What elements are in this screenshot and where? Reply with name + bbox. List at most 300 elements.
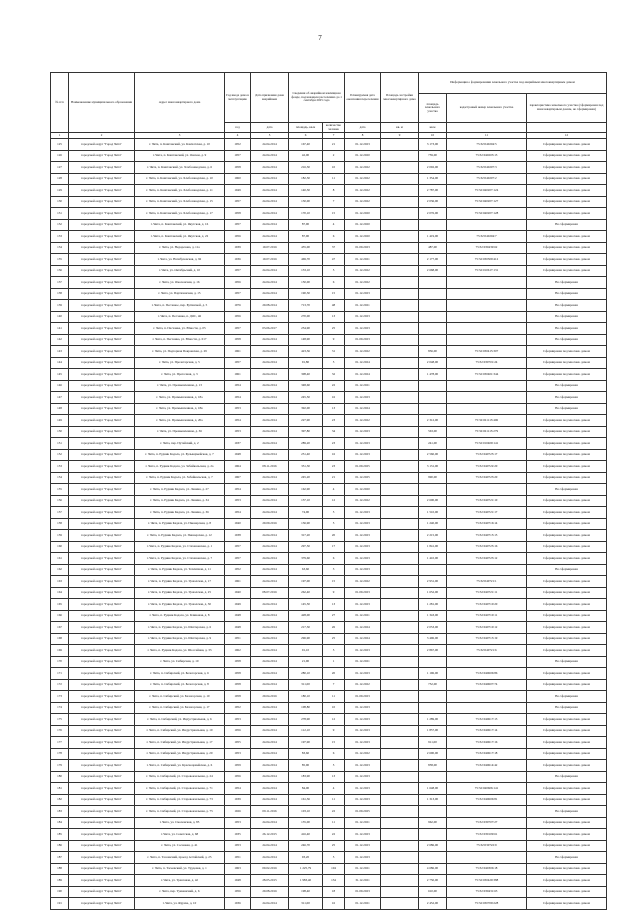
address-cell: г. Чита, ул. Сибирская, д. 10 xyxy=(135,656,225,668)
land-status-cell: Не сформирован xyxy=(527,380,607,392)
row-number: 190 xyxy=(51,886,69,898)
year-cell: 1961 xyxy=(225,369,251,381)
recognition-date-cell: 24.04.2014 xyxy=(251,185,289,197)
people-cell: 1 xyxy=(323,656,345,668)
row-number: 147 xyxy=(51,392,69,404)
area-cell: 270,00 xyxy=(289,311,323,323)
recognition-date-cell: 24.04.2014 xyxy=(251,622,289,634)
row-number: 162 xyxy=(51,564,69,576)
area-cell: 289,20 xyxy=(289,438,323,450)
land-area-cell: 1 410,00 xyxy=(419,553,447,565)
address-cell: г. Чита, п. Рудник Кадала, ул. Стахановская, д. 1 xyxy=(135,541,225,553)
row-number: 177 xyxy=(51,737,69,749)
year-cell: 1954 xyxy=(225,484,251,496)
address-cell: г. Чита, п. Сибирский, ул. Белогорская, д. 6 xyxy=(135,668,225,680)
building-area-cell xyxy=(381,748,419,760)
land-status-cell: Сформирован под многокв. домом xyxy=(527,139,607,151)
building-area-cell xyxy=(381,806,419,818)
row-number: 169 xyxy=(51,645,69,657)
land-area-cell xyxy=(419,380,447,392)
recognition-date-cell: 29.09.2016 xyxy=(251,518,289,530)
recognition-date-cell: 24.04.2014 xyxy=(251,472,289,484)
row-number: 141 xyxy=(51,323,69,335)
table-row xyxy=(51,311,607,323)
year-cell: 1953 xyxy=(225,817,251,829)
cadastral-cell: 75:32:040721:10 xyxy=(447,495,527,507)
land-area-cell: 1 354,00 xyxy=(419,173,447,185)
cadastral-cell xyxy=(447,656,527,668)
land-status-cell: Не сформирован xyxy=(527,300,607,312)
address-cell: г. Чита, п. Каштакский, ул. Хлебозаводская, д. 15 xyxy=(135,196,225,208)
building-area-cell xyxy=(381,518,419,530)
header-land-area-group: Площадь застройки многоквартирного дома xyxy=(381,73,419,123)
land-area-cell: 2 048,00 xyxy=(419,357,447,369)
address-cell: г. Чита, п. Рудник Кадала, ул. Уржалская, д. 30 xyxy=(135,599,225,611)
row-number: 168 xyxy=(51,633,69,645)
area-cell: 130,00 xyxy=(289,196,323,208)
municipality-cell: городской округ "Город Чита" xyxy=(69,369,135,381)
area-cell: 103,10 xyxy=(289,806,323,818)
table-row xyxy=(51,162,607,174)
recognition-date-cell: 24.04.2014 xyxy=(251,288,289,300)
recognition-date-cell: 19.07.2016 xyxy=(251,254,289,266)
land-area-cell: 2 215,00 xyxy=(419,530,447,542)
plan-date-cell: 01.12.2023 xyxy=(345,311,381,323)
recognition-date-cell: 24.04.2014 xyxy=(251,610,289,622)
people-cell: 104 xyxy=(323,863,345,875)
building-area-cell xyxy=(381,219,419,231)
header-sub-plan-date: дата xyxy=(345,123,381,133)
building-area-cell xyxy=(381,702,419,714)
year-cell: 1953 xyxy=(225,426,251,438)
building-area-cell xyxy=(381,656,419,668)
cadastral-cell xyxy=(447,852,527,864)
land-status-cell: Сформирован под многокв. домом xyxy=(527,863,607,875)
people-cell: 9 xyxy=(323,587,345,599)
row-number: 166 xyxy=(51,610,69,622)
cadastral-cell: 75:32:030439:62 xyxy=(447,242,527,254)
table-row xyxy=(51,714,607,726)
recognition-date-cell: 24.04.2014 xyxy=(251,794,289,806)
year-cell: 1956 xyxy=(225,311,251,323)
plan-date-cell: 01.12.2024 xyxy=(345,369,381,381)
land-area-cell: 1 419,00 xyxy=(419,231,447,243)
table-row xyxy=(51,530,607,542)
row-number: 136 xyxy=(51,265,69,277)
cadastral-cell: 75:32:040207:128 xyxy=(447,208,527,220)
people-cell: 31 xyxy=(323,346,345,358)
land-area-cell: 2 750,00 xyxy=(419,875,447,887)
area-cell: 216,30 xyxy=(289,162,323,174)
page-number: 7 xyxy=(318,34,322,42)
row-number: 178 xyxy=(51,748,69,760)
municipality-cell: городской округ "Город Чита" xyxy=(69,265,135,277)
row-number: 149 xyxy=(51,415,69,427)
land-area-cell xyxy=(419,852,447,864)
plan-date-cell: 01.12.2021 xyxy=(345,610,381,622)
people-cell: 22 xyxy=(323,806,345,818)
row-number: 125 xyxy=(51,139,69,151)
land-area-cell xyxy=(419,702,447,714)
building-area-cell xyxy=(381,346,419,358)
column-number: 1 xyxy=(51,133,69,139)
recognition-date-cell: 24.04.2014 xyxy=(251,438,289,450)
cadastral-cell: 75:32:040723:20 xyxy=(447,472,527,484)
land-area-cell: 2 690,00 xyxy=(419,748,447,760)
cadastral-cell xyxy=(447,806,527,818)
recognition-date-cell: 24.04.2014 xyxy=(251,415,289,427)
cadastral-cell xyxy=(447,311,527,323)
row-number: 154 xyxy=(51,472,69,484)
row-number: 181 xyxy=(51,783,69,795)
header-demolition-group: Сведения об аварийном жилищном фонде, подлежащем расселению до 1 сентября 2025 года xyxy=(289,73,345,123)
address-cell: г. Чита, п. Рудник Кадала, ул. Уржалская, д. 17 xyxy=(135,576,225,588)
address-cell: г. Чита, п. Рудник Кадала, ул. Ленина, д. 36 xyxy=(135,507,225,519)
plan-date-cell: 01.12.2023 xyxy=(345,783,381,795)
land-area-cell: 487,00 xyxy=(419,242,447,254)
year-cell: 1957 xyxy=(225,541,251,553)
land-status-cell: Сформирован под многокв. домом xyxy=(527,622,607,634)
municipality-cell: городской округ "Город Чита" xyxy=(69,760,135,772)
building-area-cell xyxy=(381,265,419,277)
row-number: 189 xyxy=(51,875,69,887)
people-cell: 6 xyxy=(323,748,345,760)
address-cell: г. Чита, п. Сибирский, ул. Старовокзальная, д. 24 xyxy=(135,771,225,783)
land-status-cell: Не сформирован xyxy=(527,392,607,404)
year-cell: 1954 xyxy=(225,380,251,392)
land-status-cell: Сформирован под многокв. домом xyxy=(527,714,607,726)
table-row xyxy=(51,691,607,703)
row-number: 187 xyxy=(51,852,69,864)
area-cell: 217,30 xyxy=(289,622,323,634)
plan-date-cell: 01.12.2020 xyxy=(345,231,381,243)
plan-date-cell: 01.12.2024 xyxy=(345,633,381,645)
people-cell: 6 xyxy=(323,553,345,565)
land-status-cell: Сформирован под многокв. домом xyxy=(527,633,607,645)
address-cell: г. Чита, п. Рудник Кадала, ул. Пионерская, д. 8 xyxy=(135,518,225,530)
address-cell: г. Чита, п. Сибирский, ул. Старовокзальная, д. 73 xyxy=(135,794,225,806)
table-row xyxy=(51,461,607,473)
building-area-cell xyxy=(381,875,419,887)
table-row xyxy=(51,208,607,220)
area-cell: 93,20 xyxy=(289,852,323,864)
recognition-date-cell: 24.04.2014 xyxy=(251,346,289,358)
land-area-cell: 911,00 xyxy=(419,737,447,749)
year-cell: 1936 xyxy=(225,898,251,910)
land-status-cell: Не сформирован xyxy=(527,277,607,289)
people-cell: 4 xyxy=(323,783,345,795)
row-number: 150 xyxy=(51,426,69,438)
people-cell: 5 xyxy=(323,645,345,657)
people-cell: 32 xyxy=(323,369,345,381)
recognition-date-cell: 08.11.2016 xyxy=(251,461,289,473)
cadastral-cell xyxy=(447,334,527,346)
building-area-cell xyxy=(381,323,419,335)
address-cell: г. Чита, п. Рудник Кадала, ул. Шоссейная, д. 33 xyxy=(135,645,225,657)
plan-date-cell: 01.09.2023 xyxy=(345,334,381,346)
cadastral-cell: 75:32:030431:63 xyxy=(447,886,527,898)
year-cell: 1957 xyxy=(225,219,251,231)
land-status-cell: Сформирован под многокв. домом xyxy=(527,748,607,760)
row-number: 158 xyxy=(51,518,69,530)
land-area-cell xyxy=(419,277,447,289)
building-area-cell xyxy=(381,587,419,599)
cadastral-cell: 75:32:010617:131 xyxy=(447,265,527,277)
recognition-date-cell: 24.04.2014 xyxy=(251,564,289,576)
cadastral-cell: 75:32:021115:279 xyxy=(447,426,527,438)
cadastral-cell xyxy=(447,564,527,576)
plan-date-cell: 01.12.2022 xyxy=(345,173,381,185)
land-area-cell: 1 289,00 xyxy=(419,714,447,726)
header-sub-sqm: кв. м xyxy=(381,123,419,133)
municipality-cell: городской округ "Город Чита" xyxy=(69,495,135,507)
cadastral-cell xyxy=(447,380,527,392)
address-cell: г. Чита, п. Каштакский, ул. Онохоя, д. 9 xyxy=(135,150,225,162)
recognition-date-cell: 24.04.2014 xyxy=(251,725,289,737)
row-number: 191 xyxy=(51,898,69,910)
land-area-cell: 2 686,00 xyxy=(419,840,447,852)
land-area-cell: 2 092,00 xyxy=(419,162,447,174)
building-area-cell xyxy=(381,334,419,346)
building-area-cell xyxy=(381,633,419,645)
cadastral-cell: 75:32:040306:18 xyxy=(447,863,527,875)
table-row xyxy=(51,668,607,680)
land-status-cell: Сформирован под многокв. домом xyxy=(527,541,607,553)
municipality-cell: городской округ "Город Чита" xyxy=(69,311,135,323)
building-area-cell xyxy=(381,461,419,473)
land-area-cell xyxy=(419,334,447,346)
land-area-cell: 3 131,00 xyxy=(419,461,447,473)
table-row xyxy=(51,185,607,197)
building-area-cell xyxy=(381,576,419,588)
plan-date-cell: 01.09.2025 xyxy=(345,806,381,818)
municipality-cell: городской округ "Город Чита" xyxy=(69,610,135,622)
people-cell: 13 xyxy=(323,771,345,783)
cadastral-cell: 75:32:040617:18 xyxy=(447,748,527,760)
recognition-date-cell: 24.04.2014 xyxy=(251,656,289,668)
land-status-cell: Сформирован под многокв. домом xyxy=(527,553,607,565)
address-cell: г. Чита, п. Сибирский, ул. Красноармейская, д. 6 xyxy=(135,760,225,772)
municipality-cell: городской округ "Город Чита" xyxy=(69,622,135,634)
address-cell: г. Чита, п. Песчаное, пер. Бутинской, д. 5 xyxy=(135,300,225,312)
address-cell: г. Чита, п. Рудник Кадала, ул. Ленина, д. 34 xyxy=(135,495,225,507)
row-number: 138 xyxy=(51,288,69,300)
land-area-cell: 1 343,00 xyxy=(419,610,447,622)
year-cell: 1957 xyxy=(225,357,251,369)
cadastral-cell: 75:32:030401:344 xyxy=(447,369,527,381)
municipality-cell: городской округ "Город Чита" xyxy=(69,679,135,691)
area-cell: 83,60 xyxy=(289,748,323,760)
area-cell: 246,70 xyxy=(289,840,323,852)
address-cell: г. Чита, п. Каштакский, ул. Хлебозаводская, д. 17 xyxy=(135,208,225,220)
address-cell: г. Чита, п. Песчанка, ул. Юности, д. 05 xyxy=(135,323,225,335)
recognition-date-cell: 03.06.2017 xyxy=(251,323,289,335)
land-status-cell: Сформирован под многокв. домом xyxy=(527,231,607,243)
people-cell: 2 xyxy=(323,150,345,162)
column-number: 5 xyxy=(251,133,289,139)
land-area-cell xyxy=(419,484,447,496)
area-cell: 428,00 xyxy=(289,610,323,622)
year-cell: 1948 xyxy=(225,610,251,622)
table-row xyxy=(51,518,607,530)
address-cell: г. Чита, ул. Промышленная, д. 36 xyxy=(135,426,225,438)
year-cell: 1958 xyxy=(225,656,251,668)
plan-date-cell: 01.12.2021 xyxy=(345,380,381,392)
plan-date-cell: 01.12.2022 xyxy=(345,679,381,691)
land-status-cell: Не сформирован xyxy=(527,484,607,496)
header-recognition-date: Дата признания дома аварийным xyxy=(251,73,289,123)
year-cell: 1956 xyxy=(225,771,251,783)
cadastral-cell: 75:32:040716:14 xyxy=(447,518,527,530)
table-row xyxy=(51,875,607,887)
year-cell: 1939 xyxy=(225,242,251,254)
land-area-cell: 1 240,00 xyxy=(419,518,447,530)
people-cell: 6 xyxy=(323,231,345,243)
cadastral-cell: 75:32:040713:19 xyxy=(447,633,527,645)
land-status-cell: Сформирован под многокв. домом xyxy=(527,426,607,438)
recognition-date-cell: 29.08.2016 xyxy=(251,886,289,898)
column-number: 6 xyxy=(289,133,323,139)
table-row xyxy=(51,748,607,760)
municipality-cell: городской округ "Город Чита" xyxy=(69,162,135,174)
people-cell: 15 xyxy=(323,737,345,749)
area-cell: 416,40 xyxy=(289,829,323,841)
address-cell: г. Чита, п. Сибирский, ул. Индустриальная, д. 20 xyxy=(135,748,225,760)
plan-date-cell: 01.12.2023 xyxy=(345,139,381,151)
recognition-date-cell: 24.04.2014 xyxy=(251,173,289,185)
building-area-cell xyxy=(381,691,419,703)
area-cell: 308,40 xyxy=(289,369,323,381)
municipality-cell: городской округ "Город Чита" xyxy=(69,541,135,553)
municipality-cell: городской округ "Город Чита" xyxy=(69,484,135,496)
municipality-cell: городской округ "Город Чита" xyxy=(69,530,135,542)
address-cell: г. Чита, ул. Недорезова, д. 11а xyxy=(135,242,225,254)
area-cell: 280,10 xyxy=(289,668,323,680)
land-status-cell: Сформирован под многокв. домом xyxy=(527,196,607,208)
people-cell: 10 xyxy=(323,702,345,714)
area-cell: 140,30 xyxy=(289,185,323,197)
row-number: 171 xyxy=(51,668,69,680)
address-cell: г. Чита, ул. Проточная, д. 3 xyxy=(135,369,225,381)
row-number: 146 xyxy=(51,380,69,392)
address-cell: г. Чита, ул. Сосновая, д. 41 xyxy=(135,840,225,852)
year-cell: 1956 xyxy=(225,231,251,243)
year-cell: 1962 xyxy=(225,645,251,657)
plan-date-cell: 01.12.2023 xyxy=(345,449,381,461)
land-status-cell: Сформирован под многокв. домом xyxy=(527,449,607,461)
row-number: 175 xyxy=(51,714,69,726)
people-cell: 16 xyxy=(323,449,345,461)
area-cell: 136,90 xyxy=(289,518,323,530)
municipality-cell: городской округ "Город Чита" xyxy=(69,725,135,737)
people-cell: 16 xyxy=(323,898,345,910)
people-cell: 18 xyxy=(323,886,345,898)
people-cell: 17 xyxy=(323,541,345,553)
address-cell: г. Чита, п. Каштакский, ул. Хлебозаводская, д. 11 xyxy=(135,185,225,197)
area-cell: 170,10 xyxy=(289,208,323,220)
address-cell: г. Чита, п. Сибирский, ул. Индустриальная, д. 17 xyxy=(135,737,225,749)
land-area-cell xyxy=(419,311,447,323)
plan-date-cell: 01.12.2021 xyxy=(345,898,381,910)
area-cell: 379,60 xyxy=(289,553,323,565)
table-row xyxy=(51,357,607,369)
area-cell: 162,90 xyxy=(289,484,323,496)
recognition-date-cell: 24.04.2014 xyxy=(251,840,289,852)
people-cell: 12 xyxy=(323,714,345,726)
plan-date-cell: 01.09.2023 xyxy=(345,242,381,254)
building-area-cell xyxy=(381,771,419,783)
land-status-cell: Не сформирован xyxy=(527,702,607,714)
land-area-cell xyxy=(419,564,447,576)
land-area-cell: 1 841,00 xyxy=(419,541,447,553)
land-status-cell: Сформирован под многокв. домом xyxy=(527,737,607,749)
cadastral-cell: 75:32:030707:27 xyxy=(447,817,527,829)
column-number: 11 xyxy=(447,133,527,139)
municipality-cell: городской округ "Город Чита" xyxy=(69,886,135,898)
land-status-cell: Не сформирован xyxy=(527,564,607,576)
area-cell: 455,00 xyxy=(289,242,323,254)
table-row xyxy=(51,196,607,208)
land-status-cell: Не сформирован xyxy=(527,323,607,335)
header-cadastral: кадастровый номер земельного участка xyxy=(447,94,527,123)
cadastral-cell: 75:32:010409:141 xyxy=(447,438,527,450)
people-cell: 7 xyxy=(323,679,345,691)
row-number: 131 xyxy=(51,208,69,220)
recognition-date-cell: 24.04.2014 xyxy=(251,380,289,392)
row-number: 148 xyxy=(51,403,69,415)
column-number: 9 xyxy=(381,133,419,139)
address-cell: г. Чита, п. Рудник Кадала, ул. Забайкальская, д. 7 xyxy=(135,472,225,484)
area-cell: 182,30 xyxy=(289,173,323,185)
building-area-cell xyxy=(381,553,419,565)
table-row xyxy=(51,231,607,243)
address-cell: г. Чита, ул. Октябрьский, д. 10 xyxy=(135,265,225,277)
table-row xyxy=(51,150,607,162)
land-area-cell: 241,00 xyxy=(419,438,447,450)
year-cell: 1937 xyxy=(225,438,251,450)
area-cell: 317,20 xyxy=(289,530,323,542)
people-cell: 5 xyxy=(323,760,345,772)
land-area-cell: 1 196,00 xyxy=(419,668,447,680)
year-cell: 1949 xyxy=(225,599,251,611)
area-cell: 392,00 xyxy=(289,403,323,415)
table-row xyxy=(51,806,607,818)
year-cell: 1958 xyxy=(225,691,251,703)
people-cell: 15 xyxy=(323,208,345,220)
year-cell: 1936 xyxy=(225,254,251,266)
land-status-cell: Сформирован под многокв. домом xyxy=(527,645,607,657)
address-cell: г. Чита, ул. Смоленская, д. 85 xyxy=(135,817,225,829)
table-row xyxy=(51,541,607,553)
municipality-cell: городской округ "Город Чита" xyxy=(69,587,135,599)
header-municipality: Наименование муниципального образования xyxy=(69,73,135,133)
cadastral-cell: 75:32:040204:5 xyxy=(447,139,527,151)
municipality-cell: городской округ "Город Чита" xyxy=(69,323,135,335)
area-cell: 135,00 xyxy=(289,817,323,829)
building-area-cell xyxy=(381,817,419,829)
table-row xyxy=(51,852,607,864)
table-row xyxy=(51,645,607,657)
land-status-cell: Не сформирован xyxy=(527,691,607,703)
recognition-date-cell: 24.04.2014 xyxy=(251,231,289,243)
municipality-cell: городской округ "Город Чита" xyxy=(69,472,135,484)
table-row xyxy=(51,610,607,622)
cadastral-cell xyxy=(447,484,527,496)
plan-date-cell: 01.12.2023 xyxy=(345,829,381,841)
cadastral-cell: 75:32:040607:74 xyxy=(447,679,527,691)
area-cell: 262,40 xyxy=(289,587,323,599)
municipality-cell: городской округ "Город Чита" xyxy=(69,242,135,254)
